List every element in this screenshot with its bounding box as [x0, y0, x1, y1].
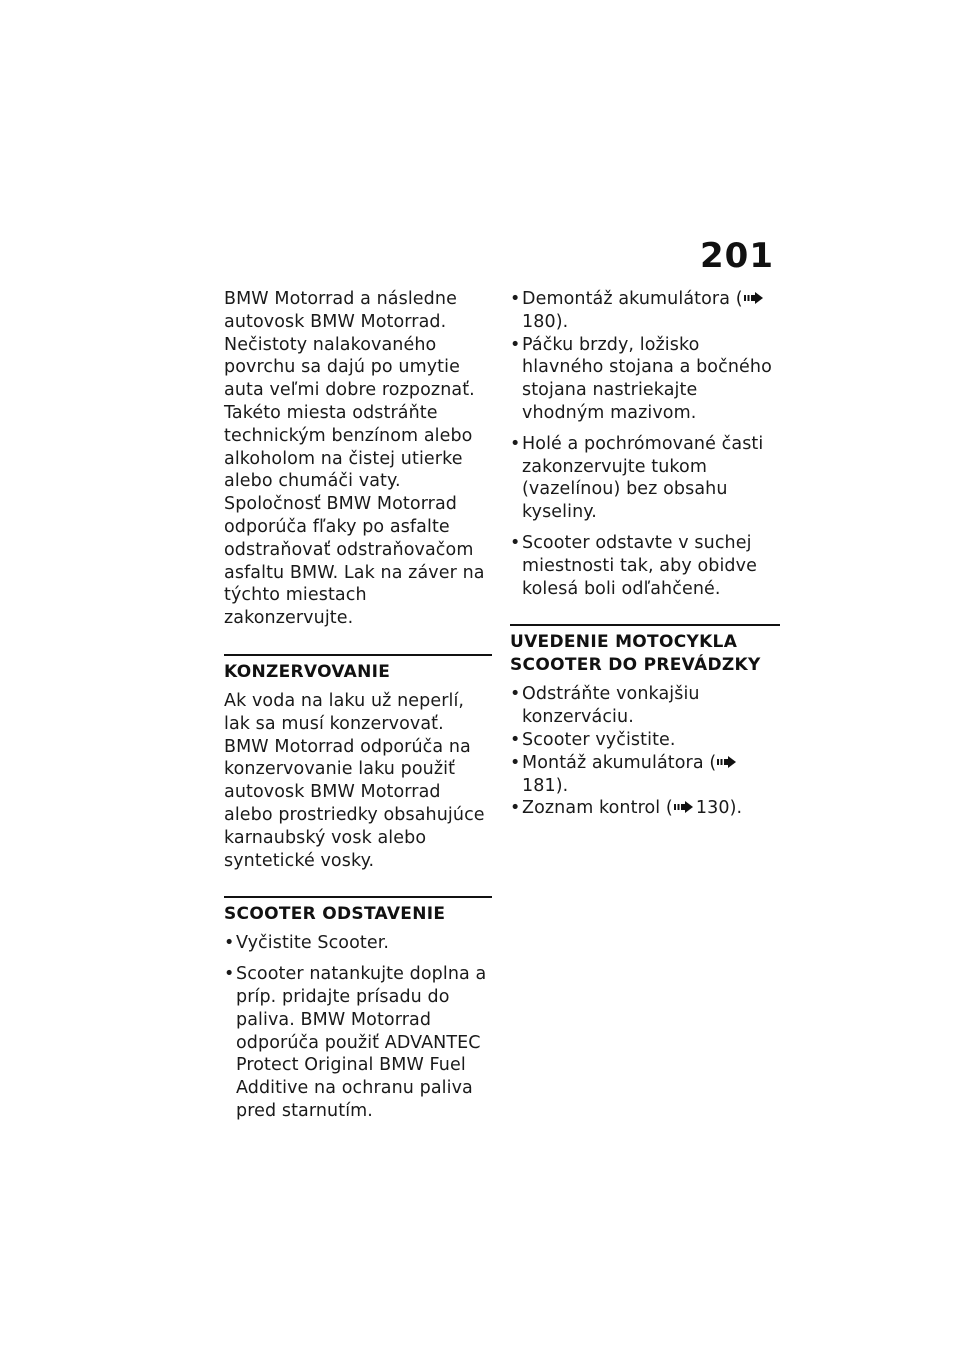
heading-konzervovanie: KONZERVOVANIE [224, 654, 492, 684]
arrow-right-icon [674, 800, 694, 814]
arrow-right-icon [717, 755, 737, 769]
page-number: 201 [700, 236, 774, 276]
list-item: • Scooter natankujte doplna a príp. pridajte prísadu do paliva. BMW Motorrad odporúča použiť ADVANTEC Protect Original BMW Fuel Additive na ochranu paliva pred starnutím. [224, 964, 487, 1121]
page-reference[interactable]: 180 [522, 311, 556, 332]
list-item: • Scooter odstavte v suchej miestnosti tak, aby obidve kolesá boli odľahčené. [510, 532, 757, 599]
bullet-dot: • [510, 532, 521, 553]
uvedenie-list [510, 683, 780, 820]
bullet-dot: • [224, 933, 235, 954]
bullet-dot: • [510, 752, 521, 773]
list-item: • Vyčistite Scooter. [224, 933, 390, 954]
bullet-dot: • [510, 729, 521, 750]
odstavenie-list [224, 932, 492, 1122]
right-column [510, 288, 780, 820]
bullet-dot: • [510, 798, 521, 819]
list-item: • Holé a pochrómované časti zakonzervujte tukom (vazelínou) bez obsahu kyseliny. [510, 433, 764, 523]
bullet-dot: • [510, 334, 521, 355]
arrow-right-icon [744, 291, 764, 305]
page-reference[interactable]: 130 [695, 798, 730, 819]
list-item: • Demontáž akumulátora (180). [510, 288, 780, 334]
bullet-dot: • [510, 289, 521, 309]
bullet-dot: • [510, 433, 521, 454]
heading-scooter-odstavenie: SCOOTER ODSTAVENIE [224, 896, 492, 926]
list-item: • Odstráňte vonkajšiu konzerváciu. [510, 684, 700, 728]
storage-list [510, 288, 780, 600]
heading-uvedenie-do-prevadzky: UVEDENIE MOTOCYKLA SCOOTER DO PREVÁDZKY [510, 624, 780, 677]
bullet-dot: • [510, 684, 521, 705]
list-item: • Páčku brzdy, ložisko hlavného stojana a bočného stojana nastriekajte vhodným mazivom. [510, 334, 772, 423]
left-column [224, 288, 492, 1123]
konzervovanie-paragraph-1: Ak voda na laku už neperlí, lak sa musí konzervovať. [224, 690, 465, 734]
page-reference[interactable]: 181 [522, 775, 556, 796]
intro-paragraph: BMW Motorrad a následne autovosk BMW Motorrad. Nečistoty nalakovaného povrchu sa dajú po umytie auta veľmi dobre rozpoznať. Takéto miesta odstráňte technickým benzínom alebo alkoholom na čistej utierke alebo chumáči vaty. Spoločnosť BMW Motorrad odporúča fľaky po asfalte odstraňovať odstraňovačom asfaltu BMW. Lak na záver na týchto miestach zakonzervujte. [224, 289, 485, 629]
konzervovanie-paragraph-2: BMW Motorrad odporúča na konzervovanie laku použiť autovosk BMW Motorrad alebo prostriedky obsahujúce karnaubský vosk alebo syntetické vosky. [224, 736, 485, 871]
list-item: • Zoznam kontrol ( 130). [510, 798, 743, 819]
bullet-dot: • [224, 964, 235, 985]
list-item: • Scooter vyčistite. [510, 729, 676, 750]
list-item: • Montáž akumulátora (181). [510, 752, 780, 798]
